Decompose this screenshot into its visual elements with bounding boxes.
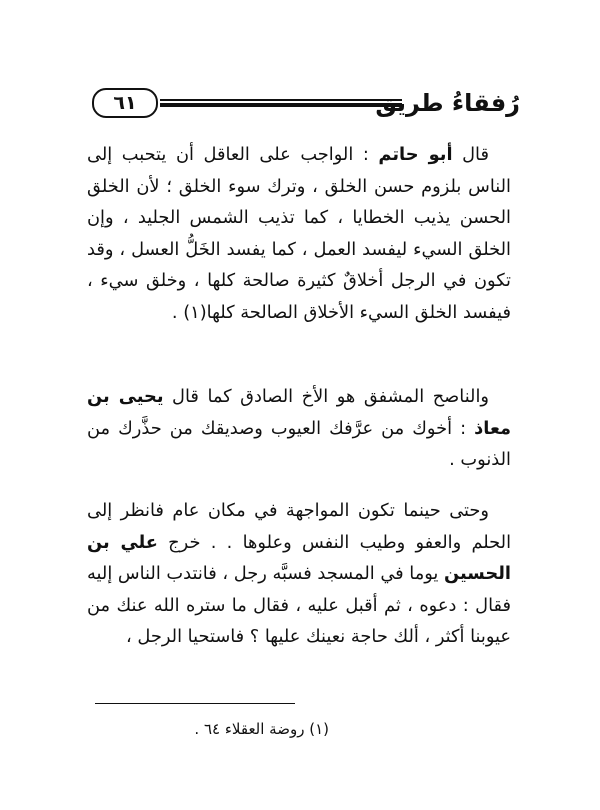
footnote: (١) روضة العقلاء ٦٤ .: [194, 720, 329, 738]
paragraph-2-lead: والناصح المشفق هو الأخ الصادق كما قال: [163, 386, 490, 407]
paragraph-1-lead: قال: [452, 144, 489, 165]
footnote-rule: [95, 703, 295, 704]
paragraph-3-text: يوما في المسجد فسبَّه رجل ، فانتدب الناس إليه فقال : دعوه ، ثم أقبل عليه ، فقال ما ستره الله عنك من عيوبنا أكثر ، ألك حاجة نعينك عليها ؟ فاستحيا الرجل ،: [87, 563, 511, 647]
person-name-ali-ibn-al-husayn: علي بن الحسين: [87, 531, 511, 584]
paragraph-2: [87, 381, 511, 476]
book-title: رُفقاءُ طريق: [375, 89, 520, 117]
header-rule-lower: [160, 105, 402, 109]
paragraph-1-text: : الواجب على العاقل أن يتحبب إلى الناس بلزوم حسن الخلق ، وترك سوء الخلق ؛ لأن الخلق الحسن يذيب الخطايا ، كما تذيب الشمس الجليد ، وإن الخلق السيء ليفسد العمل ، كما يفسد الخَلُّ العسل ، وقد تكون في الرجل أخلاقٌ كثيرة صالحة كلها ، وخلق سيء ، فيفسد الخلق السيء الأخلاق الصالحة كلها(١) .: [87, 144, 511, 323]
person-name-abu-hatim: أبو حاتم: [378, 144, 453, 165]
page-header: [92, 88, 520, 120]
page-number: ٦١: [92, 88, 158, 118]
paragraph-3-lead: وحتى حينما تكون المواجهة في مكان عام فانظر إلى الحلم والعفو وطيب النفس وعلوها . . خرج: [87, 500, 512, 553]
person-name-yahya-ibn-muadh: يحيى بن معاذ: [87, 386, 511, 439]
paragraph-3: [87, 495, 511, 653]
paragraph-2-text: : أخوك من عرَّفك العيوب وصديقك من حذَّرك من الذنوب .: [87, 417, 511, 470]
paragraph-1: [87, 139, 511, 328]
